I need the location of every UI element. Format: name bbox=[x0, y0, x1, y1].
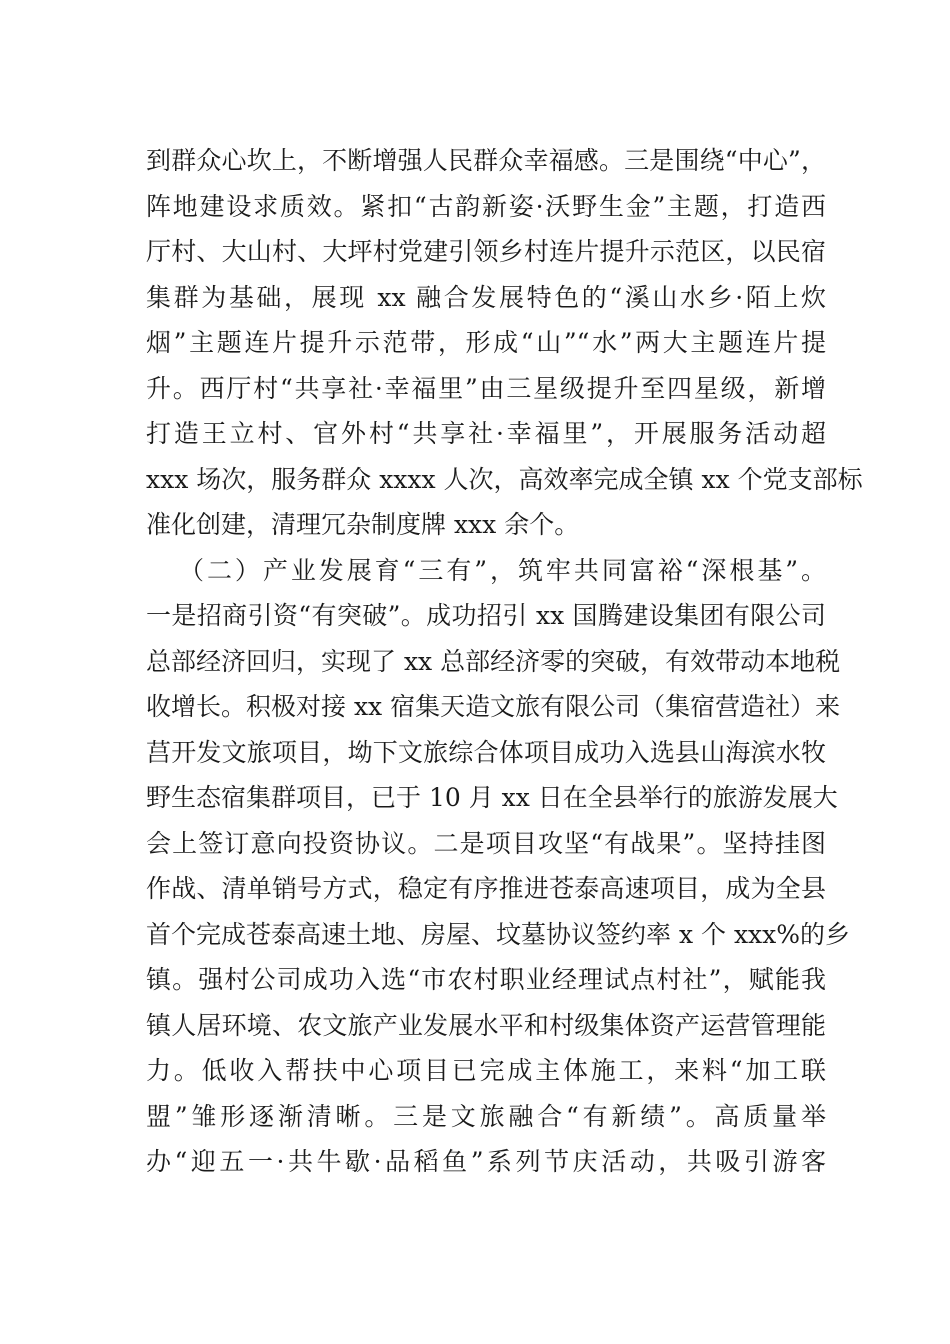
text-line: 一是招商引资“有突破”。成功招引 xx 国腾建设集团有限公司 bbox=[146, 601, 826, 630]
section-heading-line: （二）产业发展育“三有”，筑牢共同富裕“深根基”。 bbox=[179, 555, 826, 585]
text-line: 莒开发文旅项目，坳下文旅综合体项目成功入选县山海滨水牧 bbox=[146, 737, 826, 767]
text-line: 作战、清单销号方式，稳定有序推进苍泰高速项目，成为全县 bbox=[146, 874, 826, 903]
text-line: 准化创建，清理冗杂制度牌 xxx 余个。 bbox=[146, 510, 580, 539]
paragraph-party-building bbox=[146, 138, 863, 548]
text-line: 总部经济回归，实现了 xx 总部经济零的突破，有效带动本地税 bbox=[146, 646, 841, 676]
text-line: 烟”主题连片提升示范带，形成“山”“水”两大主题连片提 bbox=[146, 328, 826, 357]
text-line: 野生态宿集群项目，已于 10 月 xx 日在全县举行的旅游发展大 bbox=[146, 783, 838, 812]
text-line: xxx 场次，服务群众 xxxx 人次，高效率完成全镇 xx 个党支部标 bbox=[146, 464, 863, 494]
document-body bbox=[146, 138, 863, 1185]
text-line: 阵地建设求质效。紧扣“古韵新姿·沃野生金”主题，打造西 bbox=[146, 191, 826, 221]
text-line: 升。西厅村“共享社·幸福里”由三星级提升至四星级，新增 bbox=[146, 373, 826, 403]
text-line: 会上签订意向投资协议。二是项目攻坚“有战果”。坚持挂图 bbox=[146, 828, 826, 858]
text-line: 收增长。积极对接 xx 宿集天造文旅有限公司（集宿营造社）来 bbox=[146, 692, 841, 721]
text-line: 镇人居环境、农文旅产业发展水平和村级集体资产运营管理能 bbox=[146, 1010, 826, 1040]
text-line: 首个完成苍泰高速土地、房屋、坟墓协议签约率 x 个 xxx%的乡 bbox=[146, 919, 850, 949]
text-line: 厅村、大山村、大坪村党建引领乡村连片提升示范区，以民宿 bbox=[146, 237, 826, 266]
text-line: 集群为基础，展现 xx 融合发展特色的“溪山水乡·陌上炊 bbox=[146, 282, 826, 312]
paragraph-industry-development bbox=[146, 548, 850, 1185]
text-line: 到群众心坎上，不断增强人民群众幸福感。三是围绕“中心”， bbox=[146, 146, 826, 175]
text-line: 办“迎五一·共牛歇·品稻鱼”系列节庆活动，共吸引游客 bbox=[146, 1147, 826, 1176]
text-line: 镇。强村公司成功入选“市农村职业经理试点村社”，赋能我 bbox=[146, 965, 826, 994]
text-line: 盟”雏形逐渐清晰。三是文旅融合“有新绩”。高质量举 bbox=[146, 1101, 826, 1131]
text-line: 打造王立村、官外村“共享社·幸福里”，开展服务活动超 bbox=[146, 419, 826, 448]
text-line: 力。低收入帮扶中心项目已完成主体施工，来料“加工联 bbox=[146, 1056, 826, 1085]
